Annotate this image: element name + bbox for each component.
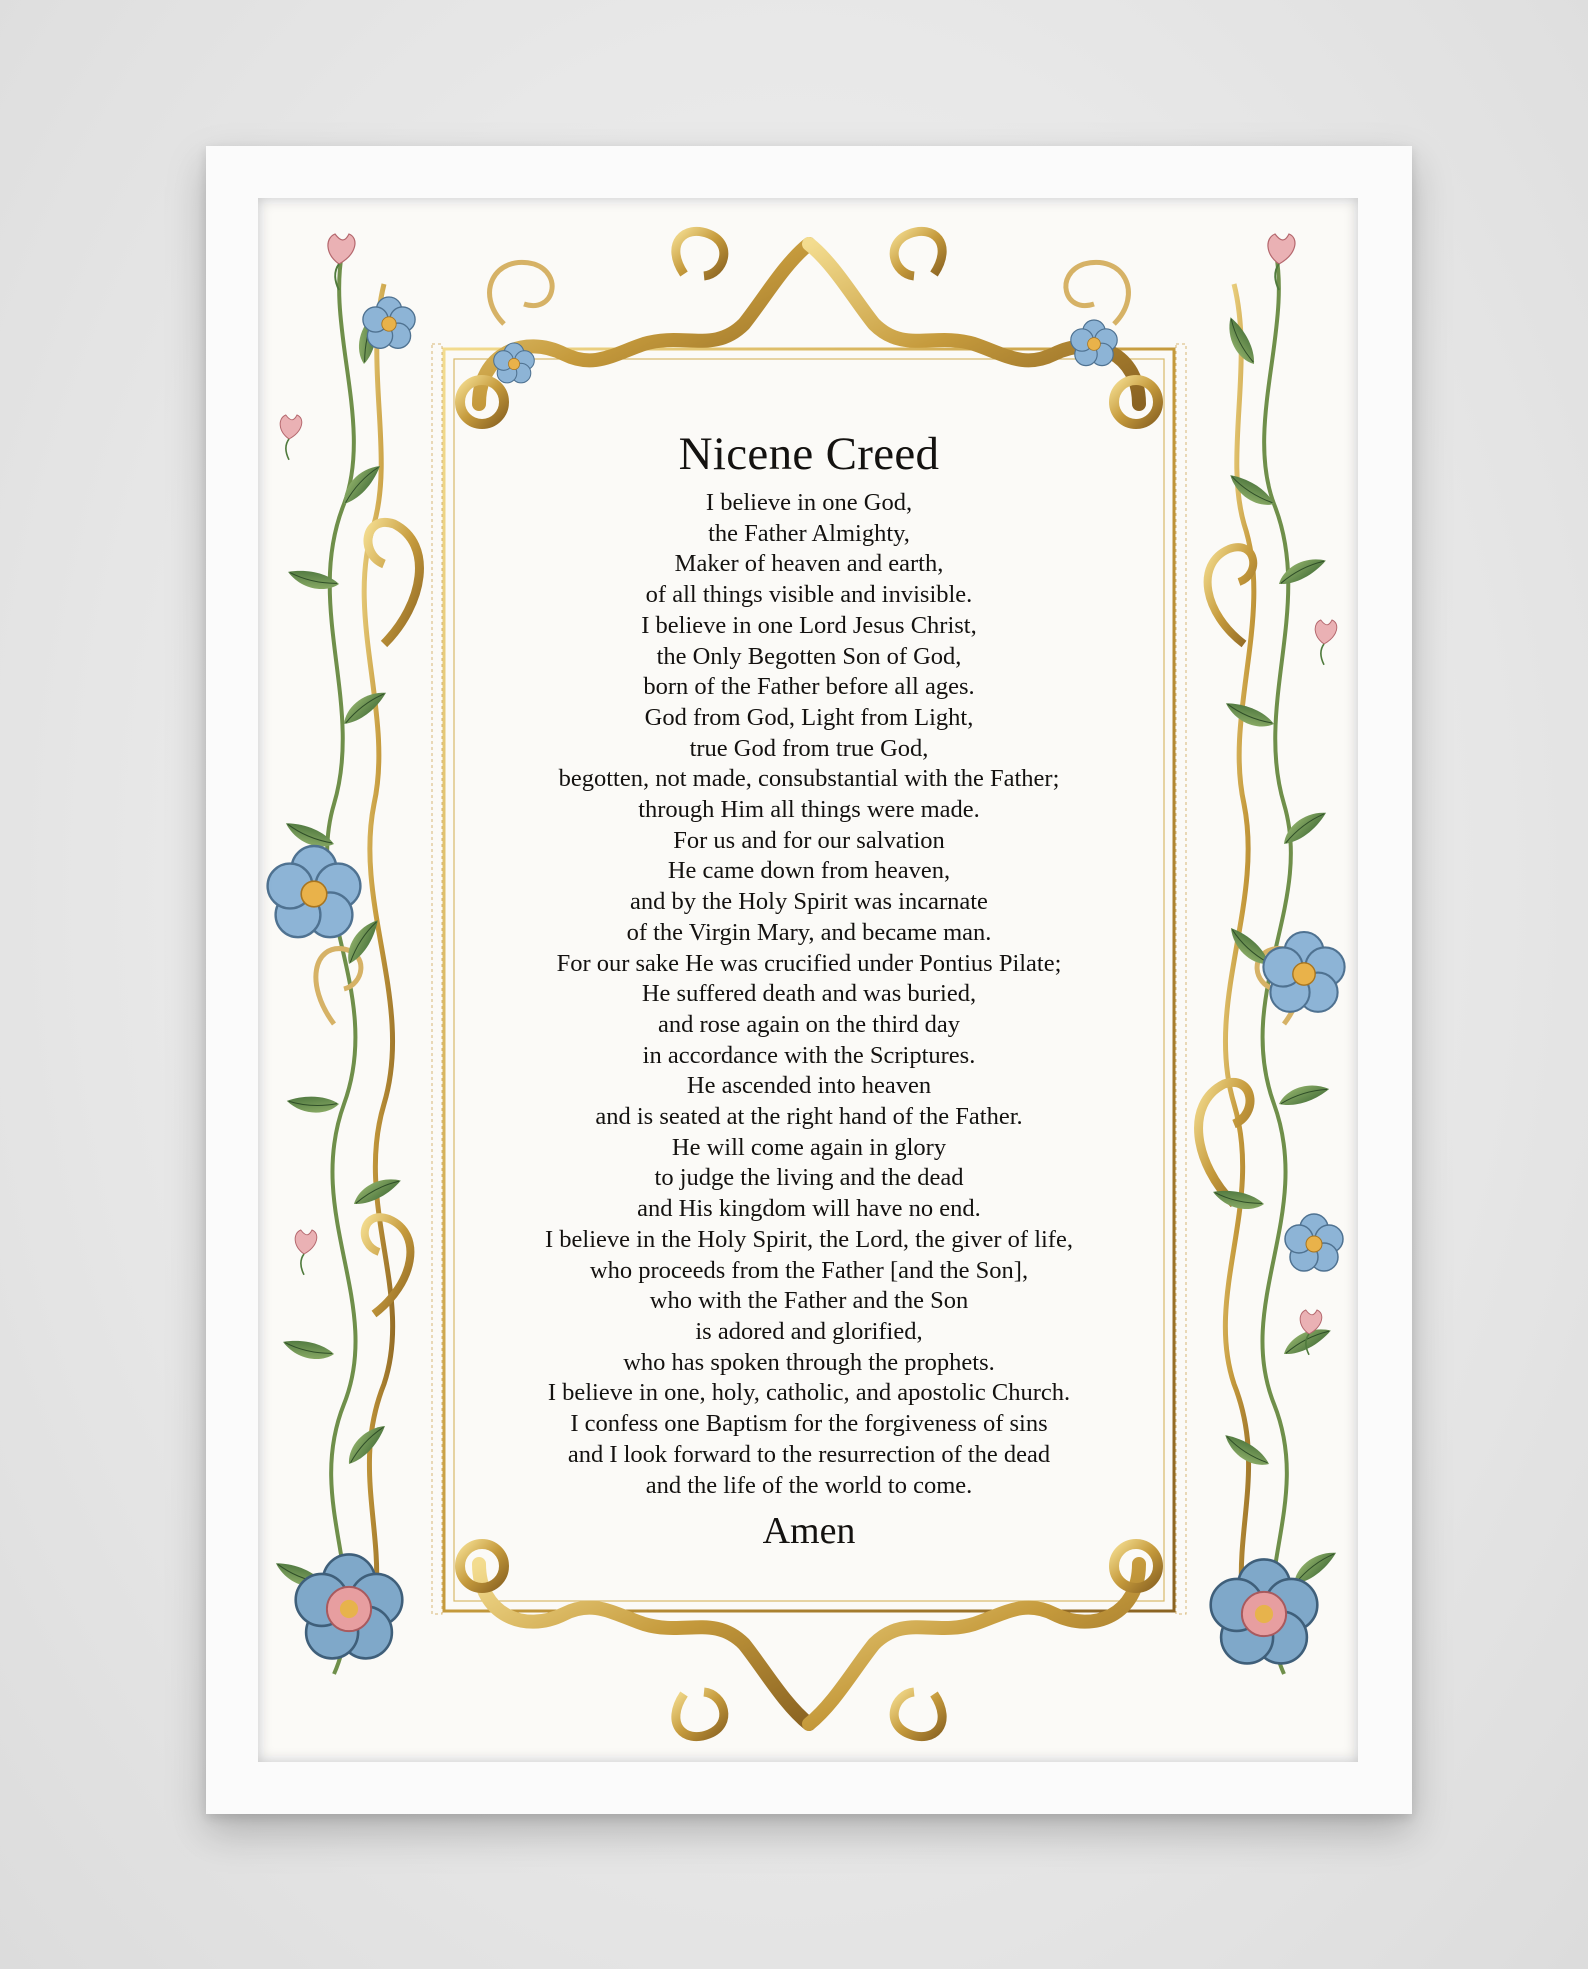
creed-line: I confess one Baptism for the forgiveness of sins — [570, 1410, 1048, 1438]
creed-line: who proceeds from the Father [and the Son], — [589, 1256, 1029, 1284]
creed-line: through Him all things were made. — [638, 796, 980, 824]
creed-line: He ascended into heaven — [686, 1072, 932, 1100]
creed-line: and the life of the world to come. — [645, 1471, 973, 1499]
frame-inner-shadow — [258, 198, 1358, 1762]
creed-line: God from God, Light from Light, — [644, 703, 974, 731]
creed-line: He came down from heaven, — [667, 857, 951, 885]
creed-line: Maker of heaven and earth, — [674, 550, 944, 578]
creed-line: of the Virgin Mary, and became man. — [626, 918, 992, 946]
creed-line: and is seated at the right hand of the Father. — [595, 1103, 1023, 1131]
creed-line: I believe in the Holy Spirit, the Lord, the giver of life, — [545, 1225, 1073, 1253]
creed-line: is adored and glorified, — [695, 1317, 923, 1345]
creed-line: and I look forward to the resurrection of the dead — [567, 1440, 1051, 1468]
creed-line: true God from true God, — [689, 734, 929, 762]
creed-line: For us and for our salvation — [673, 826, 945, 854]
creed-line: the Only Begotten Son of God, — [656, 642, 962, 670]
creed-line: of all things visible and invisible. — [645, 581, 973, 609]
white-picture-frame — [206, 146, 1412, 1814]
closing-amen: Amen — [762, 1510, 856, 1553]
creed-line: He suffered death and was buried, — [641, 980, 977, 1008]
creed-line: in accordance with the Scriptures. — [642, 1041, 976, 1069]
creed-line: and by the Holy Spirit was incarnate — [630, 888, 988, 916]
creed-line: I believe in one God, — [705, 489, 913, 516]
creed-line: to judge the living and the dead — [654, 1164, 964, 1192]
creed-line: and His kingdom will have no end. — [637, 1195, 981, 1223]
creed-line: born of the Father before all ages. — [643, 673, 975, 701]
creed-line: who has spoken through the prophets. — [623, 1348, 995, 1376]
creed-line: For our sake He was crucified under Pontius Pilate; — [556, 949, 1062, 977]
creed-line: I believe in one, holy, catholic, and apostolic Church. — [547, 1379, 1071, 1407]
creed-line: He will come again in glory — [671, 1133, 947, 1161]
creed-line: and rose again on the third day — [657, 1010, 961, 1038]
creed-line: who with the Father and the Son — [649, 1287, 969, 1315]
poster-title: Nicene Creed — [678, 428, 940, 480]
creed-line: the Father Almighty, — [708, 519, 910, 547]
creed-line: I believe in one Lord Jesus Christ, — [641, 611, 977, 639]
creed-line: begotten, not made, consubstantial with the Father; — [558, 765, 1060, 793]
